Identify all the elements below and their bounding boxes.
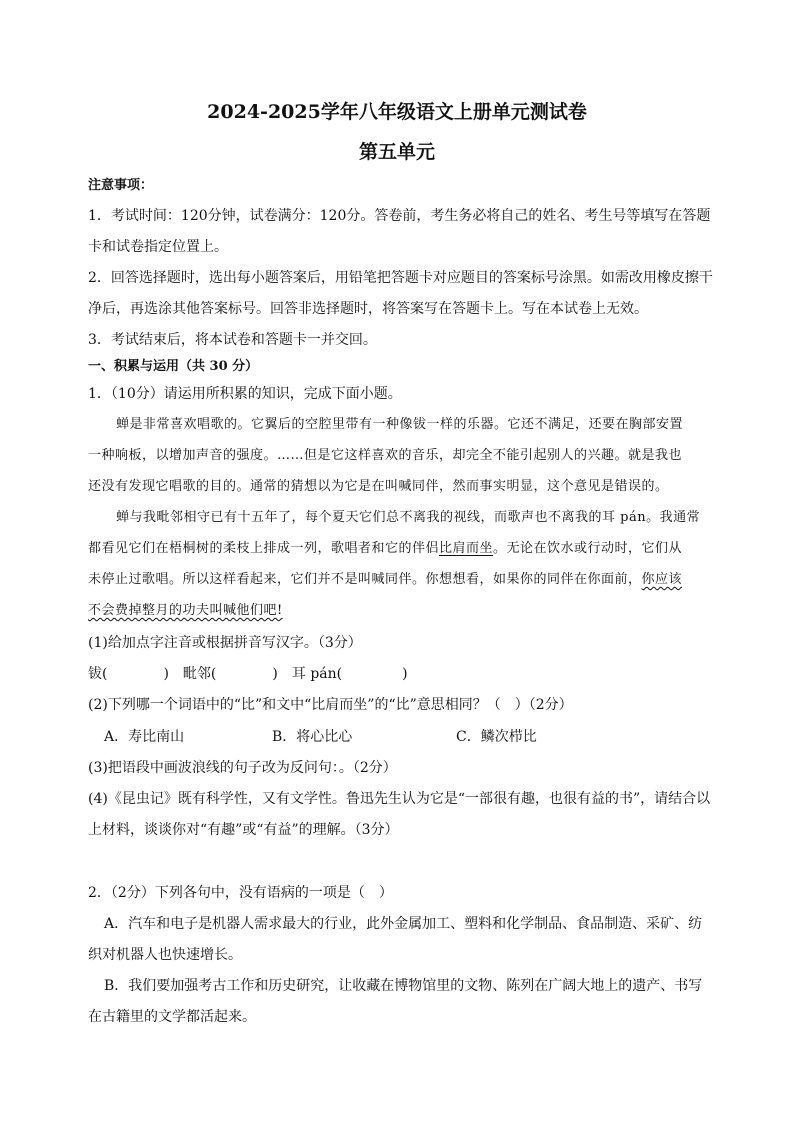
question-2-option-a-line-2: 织对机器人也快速增长。 xyxy=(88,947,242,963)
question-2-option-b-line-1: B．我们要加强考古工作和历史研究，让收藏在博物馆里的文物、陈列在广阔大地上的遗产、书写 xyxy=(104,978,703,994)
option-a: A．寿比南山 xyxy=(104,729,185,745)
blank-label-4: ) xyxy=(402,666,408,682)
notice-item-3: 3．考试结束后，将本试卷和答题卡一并交回。 xyxy=(88,332,377,348)
notice-item-2-line-1: 2．回答选择题时，选出每小题答案后，用铅笔把答题卡对应题目的答案标号涂黑。如需改用橡皮擦干 xyxy=(88,270,713,286)
passage-text: 未停止过歌唱。所以这样看起来，它们并不是叫喊同伴。你想想看，如果你的同伴在你面前， xyxy=(88,572,642,587)
question-2-stem: 2．（2分）下列各句中，没有语病的一项是（ ） xyxy=(88,885,393,901)
page-subtitle: 第五单元 xyxy=(358,141,435,163)
question-2-option-b-line-2: 在古籍里的文学都活起来。 xyxy=(88,1009,256,1025)
wavy-underlined-sentence: 你应该 xyxy=(641,572,683,587)
question-1-sub-4-line-1: (4)《昆虫记》既有科学性，又有文学性。鲁迅先生认为它是“一部很有趣，也很有益的书”，请结合以 xyxy=(88,791,711,807)
blank-label-1: 钹( xyxy=(88,666,108,682)
passage-p2-line-3 xyxy=(88,570,712,590)
passage-p1-line-3: 还没有发现它唱歌的目的。通常的猜想以为它是在叫喊同伴，然而事实明显，这个意见是错误的。 xyxy=(88,479,669,494)
question-1-sub-4-line-2: 上材料，谈谈你对“有趣”或“有益”的理解。（3分） xyxy=(88,822,399,838)
passage-p2-line-4 xyxy=(88,601,712,621)
question-1-sub-1-blanks xyxy=(88,664,712,684)
question-2-option-a-line-1: A．汽车和电子是机器人需求最大的行业，此外金属加工、塑料和化学制品、食品制造、采矿、纺 xyxy=(104,916,703,932)
option-b: B．将心比心 xyxy=(272,729,353,745)
passage-p1-line-1: 蝉是非常喜欢唱歌的。它翼后的空腔里带有一种像钹一样的乐器。它还不满足，还要在胸部安置 xyxy=(116,417,684,432)
option-c: C．鳞次栉比 xyxy=(456,729,537,745)
section-heading: 一、积累与运用（共 30 分） xyxy=(88,359,259,374)
notice-item-1-line-1: 1．考试时间：120分钟，试卷满分：120分。答卷前，考生务必将自己的姓名、考生号等填写在答题 xyxy=(88,208,711,224)
question-1-stem: 1．（10分）请运用所积累的知识，完成下面小题。 xyxy=(88,386,402,402)
wavy-underlined-sentence: 不会费掉整月的功夫叫喊他们吧! xyxy=(88,603,283,618)
passage-p1-line-2: 一种响板，以增加声音的强度。……但是它这样喜欢的音乐，却完全不能引起别人的兴趣。就是我也 xyxy=(88,448,683,463)
question-1-sub-2: (2)下列哪一个词语中的“比”和文中“比肩而坐”的“比”意思相同？（ ）（2分） xyxy=(88,697,573,713)
passage-text: 都看见它们在梧桐树的柔枝上排成一列，歌唱者和它的伴侣 xyxy=(88,541,440,556)
question-1-sub-3: (3)把语段中画波浪线的句子改为反问句：。（2分） xyxy=(88,760,397,776)
underlined-phrase: 比肩而坐 xyxy=(439,541,494,556)
notice-heading: 注意事项： xyxy=(88,178,154,193)
page-title: 2024-2025学年八年级语文上册单元测试卷 xyxy=(207,101,587,123)
blank-label-2: ) 毗邻( xyxy=(163,666,217,682)
notice-item-1-line-2: 卡和试卷指定位置上。 xyxy=(88,239,228,255)
question-1-sub-1: (1)给加点字注音或根据拼音写汉字。（3分） xyxy=(88,635,362,651)
passage-p2-line-2 xyxy=(88,539,712,559)
blank-label-3: ) 耳 pán( xyxy=(272,666,343,682)
passage-text: 。无论在饮水或行动时，它们从 xyxy=(493,541,683,556)
passage-p2-line-1: 蝉与我毗邻相守已有十五年了，每个夏天它们总不离我的视线，而歌声也不离我的耳 pán。我通常 xyxy=(116,510,701,525)
notice-item-2-line-2: 净后，再选涂其他答案标号。回答非选择题时，将答案写在答题卡上。写在本试卷上无效。 xyxy=(88,301,648,317)
